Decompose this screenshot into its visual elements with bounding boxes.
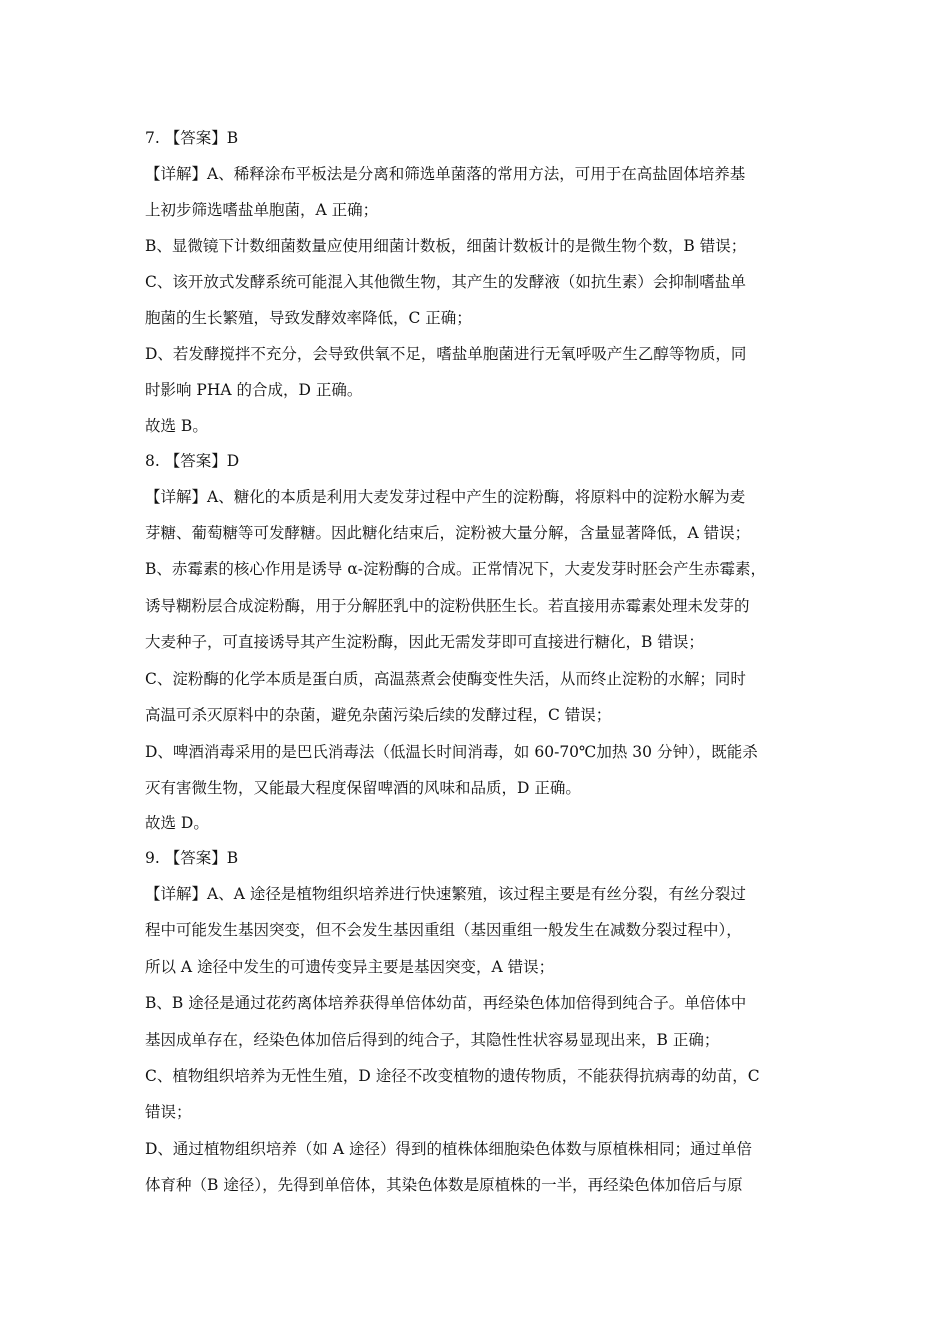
answer-heading-9: 9. 【答案】B — [145, 849, 239, 867]
conclusion-line: 故选 D。 — [145, 814, 209, 832]
explanation-line: 【详解】A、A 途径是植物组织培养进行快速繁殖，该过程主要是有丝分裂，有丝分裂过 — [145, 885, 746, 903]
conclusion-line: 故选 B。 — [145, 417, 208, 435]
explanation-line: C、淀粉酶的化学本质是蛋白质，高温蒸煮会使酶变性失活，从而终止淀粉的水解；同时 — [145, 670, 746, 688]
explanation-line: C、该开放式发酵系统可能混入其他微生物，其产生的发酵液（如抗生素）会抑制嗜盐单 — [145, 273, 746, 291]
explanation-line: 胞菌的生长繁殖，导致发酵效率降低，C 正确； — [145, 309, 472, 327]
explanation-line: 诱导糊粉层合成淀粉酶，用于分解胚乳中的淀粉供胚生长。若直接用赤霉素处理未发芽的 — [145, 597, 750, 615]
explanation-line: 所以 A 途径中发生的可遗传变异主要是基因突变，A 错误； — [145, 958, 555, 976]
explanation-line: 体育种（B 途径），先得到单倍体，其染色体数是原植株的一半，再经染色体加倍后与原 — [145, 1176, 743, 1194]
explanation-line: 基因成单存在，经染色体加倍后得到的纯合子，其隐性性状容易显现出来，B 正确； — [145, 1031, 720, 1049]
explanation-line: 程中可能发生基因突变，但不会发生基因重组（基因重组一般发生在减数分裂过程中）， — [145, 921, 742, 939]
answer-heading-7: 7. 【答案】B — [145, 129, 239, 147]
explanation-line: D、通过植物组织培养（如 A 途径）得到的植株体细胞染色体数与原植株相同；通过单倍 — [145, 1140, 752, 1158]
explanation-line: 芽糖、葡萄糖等可发酵糖。因此糖化结束后，淀粉被大量分解，含量显著降低，A 错误； — [145, 524, 751, 542]
explanation-line: 大麦种子，可直接诱导其产生淀粉酶，因此无需发芽即可直接进行糖化，B 错误； — [145, 633, 704, 651]
explanation-line: 灭有害微生物，又能最大程度保留啤酒的风味和品质，D 正确。 — [145, 779, 581, 797]
explanation-line: B、B 途径是通过花药离体培养获得单倍体幼苗，再经染色体加倍得到纯合子。单倍体中 — [145, 994, 747, 1012]
explanation-line: B、赤霉素的核心作用是诱导 α-淀粉酶的合成。正常情况下，大麦发芽时胚会产生赤霉素， — [145, 560, 767, 578]
explanation-line: D、若发酵搅拌不充分，会导致供氧不足，嗜盐单胞菌进行无氧呼吸产生乙醇等物质，同 — [145, 345, 747, 363]
explanation-line: C、植物组织培养为无性生殖，D 途径不改变植物的遗传物质，不能获得抗病毒的幼苗，C — [145, 1067, 760, 1085]
answer-heading-8: 8. 【答案】D — [145, 452, 240, 470]
explanation-line: 高温可杀灭原料中的杂菌，避免杂菌污染后续的发酵过程，C 错误； — [145, 706, 612, 724]
explanation-line: 上初步筛选嗜盐单胞菌，A 正确； — [145, 201, 379, 219]
explanation-line: D、啤酒消毒采用的是巴氏消毒法（低温长时间消毒，如 60-70℃加热 30 分钟），既能杀 — [145, 743, 758, 761]
explanation-line: 【详解】A、稀释涂布平板法是分离和筛选单菌落的常用方法，可用于在高盐固体培养基 — [145, 165, 746, 183]
explanation-line: 【详解】A、糖化的本质是利用大麦发芽过程中产生的淀粉酶，将原料中的淀粉水解为麦 — [145, 488, 746, 506]
explanation-line: 错误； — [145, 1103, 192, 1121]
explanation-line: B、显微镜下计数细菌数量应使用细菌计数板，细菌计数板计的是微生物个数，B 错误； — [145, 237, 747, 255]
explanation-line: 时影响 PHA 的合成，D 正确。 — [145, 381, 363, 399]
